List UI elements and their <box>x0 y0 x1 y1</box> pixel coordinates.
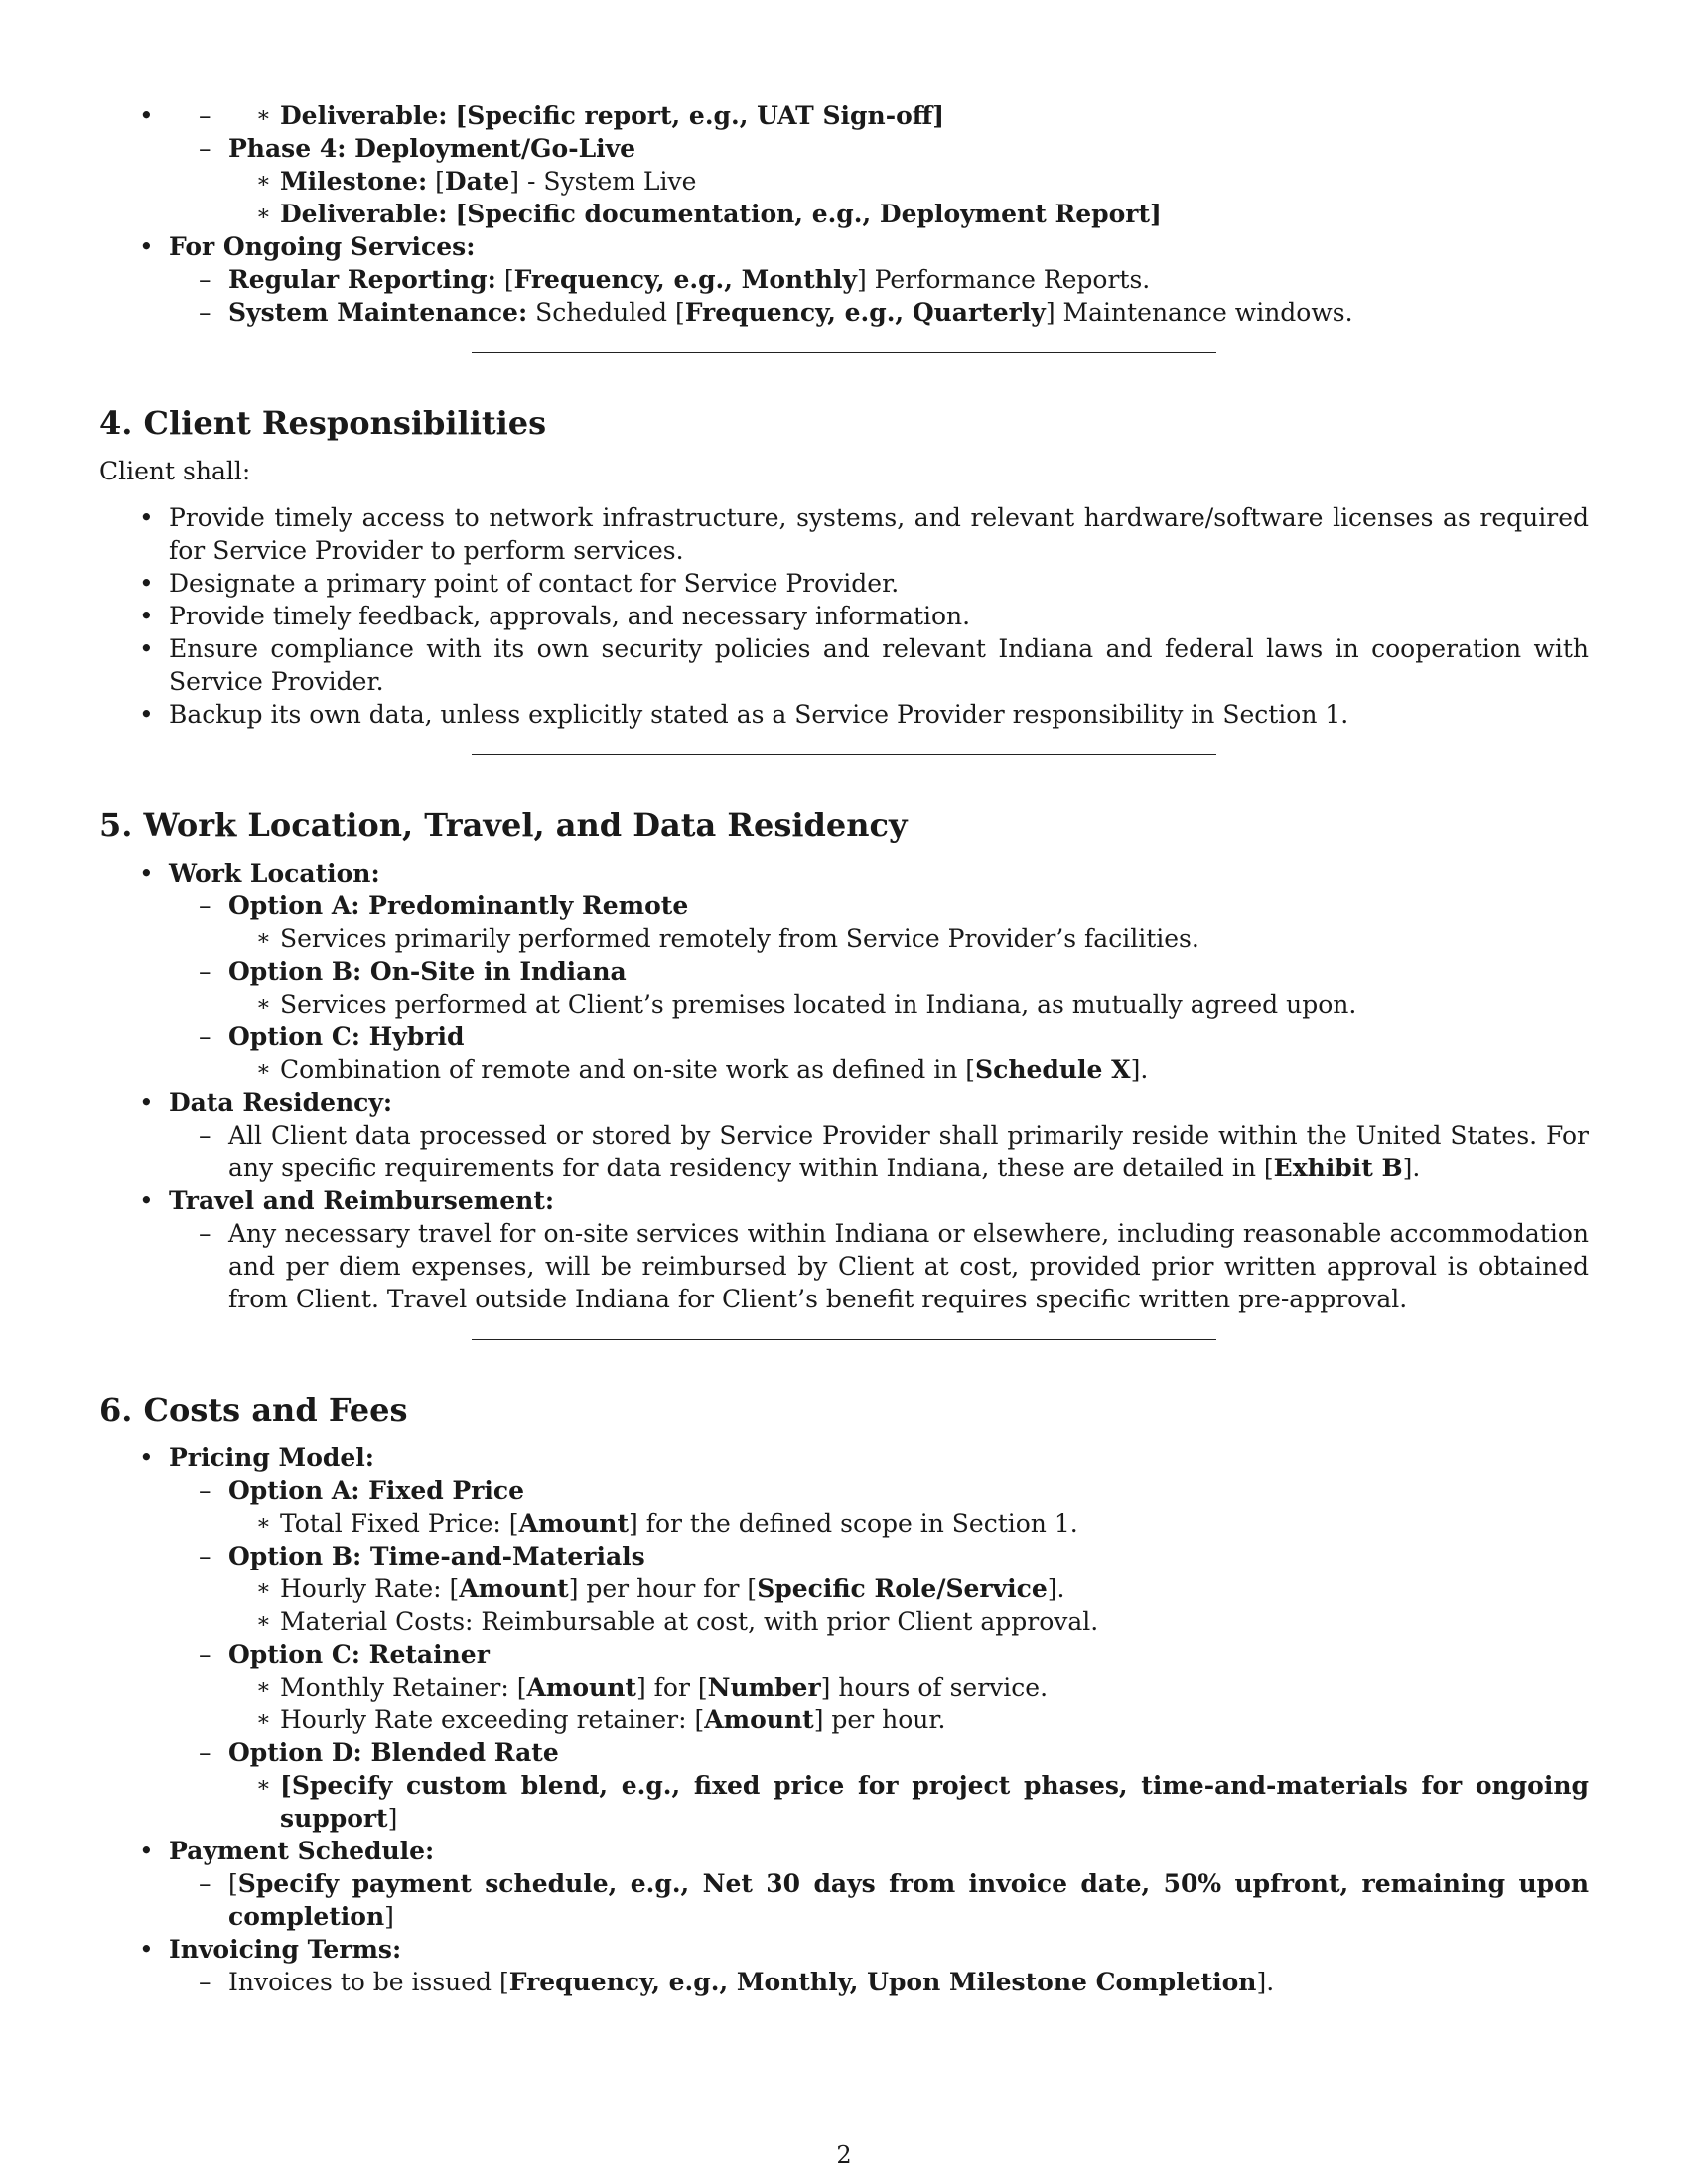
section-4-intro: Client shall: <box>99 457 251 485</box>
section-5-heading: 5. Work Location, Travel, and Data Residency <box>99 806 908 844</box>
list-item: • Provide timely feedback, approvals, and necessary information. <box>99 600 1589 632</box>
costs-list <box>99 1441 1589 1998</box>
phase4-item: – Phase 4: Deployment/Go-Live ∗ Milestone: [Date] - System Live ∗ Deliverable: [Specific documentation, e.g., Deployment Report] <box>169 132 1589 230</box>
option-d-blended: – Option D: Blended Rate ∗ [Specify custom blend, e.g., fixed price for project phases, time-and-materials for ongoing support] <box>169 1736 1589 1835</box>
list-item: ∗ Combination of remote and on-site work as defined in [Schedule X]. <box>228 1053 1589 1086</box>
list-item: ∗ Services primarily performed remotely from Service Provider’s facilities. <box>228 922 1589 955</box>
list-item: • Designate a primary point of contact for Service Provider. <box>99 567 1589 600</box>
list-item: • Ensure compliance with its own security policies and relevant Indiana and federal laws in cooperation with Service Provider. <box>99 632 1589 698</box>
list-item <box>169 99 1589 132</box>
option-a-fixed: – Option A: Fixed Price ∗ Total Fixed Price: [Amount] for the defined scope in Section 1. <box>169 1474 1589 1540</box>
list-item: ∗ Hourly Rate: [Amount] per hour for [Specific Role/Service]. <box>228 1572 1589 1605</box>
client-responsibilities-list <box>99 501 1589 731</box>
list-item: ∗ Services performed at Client’s premises located in Indiana, as mutually agreed upon. <box>228 988 1589 1021</box>
phase3-deliverable: ∗ – • Deliverable: [Specific report, e.g., UAT Sign-off] <box>228 99 1589 132</box>
list-item: ∗ Monthly Retainer: [Amount] for [Number] hours of service. <box>228 1671 1589 1704</box>
list-item: ∗ Material Costs: Reimbursable at cost, with prior Client approval. <box>228 1605 1589 1638</box>
list-item: ∗ [Specify custom blend, e.g., fixed price for project phases, time-and-materials for ongoing support] <box>228 1769 1589 1835</box>
milestones-list <box>99 99 1589 329</box>
travel-item: • Travel and Reimbursement: – Any necessary travel for on-site services within Indiana or elsewhere, including reasonable accommodation and per diem expenses, will be reimbursed by Client at cost, provided prior written approval is obtained from Client. Travel outside Indiana for Client’s benefit requires specific written pre-approval. <box>99 1184 1589 1315</box>
invoicing-terms-item: • Invoicing Terms: – Invoices to be issued [Frequency, e.g., Monthly, Upon Milestone Completion]. <box>99 1933 1589 1998</box>
option-a-remote: – Option A: Predominantly Remote ∗ Services primarily performed remotely from Service Provider’s facilities. <box>169 889 1589 955</box>
section-4-heading: 4. Client Responsibilities <box>99 404 547 442</box>
section-6-heading: 6. Costs and Fees <box>99 1391 408 1429</box>
data-residency-item: • Data Residency: – All Client data processed or stored by Service Provider shall primarily reside within the United States. For any specific requirements for data residency within Indiana, these are detailed in [Exhibit B]. <box>99 1086 1589 1184</box>
list-item: – Any necessary travel for on-site services within Indiana or elsewhere, including reasonable accommodation and per diem expenses, will be reimbursed by Client at cost, provided prior written approval is obtained from Client. Travel outside Indiana for Client’s benefit requires specific written pre-approval. <box>169 1217 1589 1315</box>
list-item: – All Client data processed or stored by Service Provider shall primarily reside within the United States. For any specific requirements for data residency within Indiana, these are detailed in [Exhibit B]. <box>169 1119 1589 1184</box>
list-item: • Backup its own data, unless explicitly stated as a Service Provider responsibility in Section 1. <box>99 698 1589 731</box>
option-b-onsite: – Option B: On-Site in Indiana ∗ Services performed at Client’s premises located in Indiana, as mutually agreed upon. <box>169 955 1589 1021</box>
list-item: • Provide timely access to network infrastructure, systems, and relevant hardware/software licenses as required for Service Provider to perform services. <box>99 501 1589 567</box>
list-item: ∗ Total Fixed Price: [Amount] for the defined scope in Section 1. <box>228 1507 1589 1540</box>
option-b-tm: – Option B: Time-and-Materials ∗ Hourly Rate: [Amount] per hour for [Specific Role/Service]. ∗ Material Costs: Reimbursable at cost, with prior Client approval. <box>169 1540 1589 1638</box>
option-c-hybrid: – Option C: Hybrid ∗ Combination of remote and on-site work as defined in [Schedule X]. <box>169 1021 1589 1086</box>
list-item: – Invoices to be issued [Frequency, e.g., Monthly, Upon Milestone Completion]. <box>169 1966 1589 1998</box>
ongoing-services-item: • For Ongoing Services: – Regular Reporting: [Frequency, e.g., Monthly] Performance Reports. – System Maintenance: Scheduled [Frequency, e.g., Quarterly] Maintenance windows. <box>99 230 1589 329</box>
regular-reporting: – Regular Reporting: [Frequency, e.g., Monthly] Performance Reports. <box>169 263 1589 296</box>
work-location-list <box>99 857 1589 1315</box>
document-page <box>99 99 1589 1998</box>
list-item <box>99 99 1589 230</box>
payment-schedule-item: • Payment Schedule: – [Specify payment schedule, e.g., Net 30 days from invoice date, 50% upfront, remaining upon completion] <box>99 1835 1589 1933</box>
system-maintenance: – System Maintenance: Scheduled [Frequency, e.g., Quarterly] Maintenance windows. <box>169 296 1589 329</box>
work-location-item: • Work Location: – Option A: Predominantly Remote ∗ Services primarily performed remotely from Service Provider’s facilities. – Option B: On-Site in Indiana ∗ Services performed at Client’s premises located in Indiana, as mutually agreed upon. – Option C: Hybrid ∗ Combination of remote and on-site work as defined in [Schedule X]. <box>99 857 1589 1086</box>
phase4-milestone: ∗ Milestone: [Date] - System Live <box>228 165 1589 198</box>
list-item: ∗ Hourly Rate exceeding retainer: [Amount] per hour. <box>228 1704 1589 1736</box>
page-number: 2 <box>836 2141 852 2169</box>
phase4-deliverable: ∗ Deliverable: [Specific documentation, e.g., Deployment Report] <box>228 198 1589 230</box>
pricing-model-item: • Pricing Model: – Option A: Fixed Price ∗ Total Fixed Price: [Amount] for the defined scope in Section 1. – Option B: Time-and-Materials ∗ Hourly Rate: [Amount] per hour for [Specific Role/Service]. ∗ Material Costs: Reimbursable at cost, with prior Client approval. – Option C: Retainer ∗ Monthly Retainer: [Amount] for [Number] hours of service. ∗ Hourly Rate exceeding retainer: [Amount] per hour. – Option D: Blended Rate ∗ [Specify custom blend, e.g., fixed price for project phases, time-and-materials for ongoing support] <box>99 1441 1589 1835</box>
list-item: – [Specify payment schedule, e.g., Net 30 days from invoice date, 50% upfront, remaining upon completion] <box>169 1867 1589 1933</box>
option-c-retainer: – Option C: Retainer ∗ Monthly Retainer: [Amount] for [Number] hours of service. ∗ Hourly Rate exceeding retainer: [Amount] per hour. <box>169 1638 1589 1736</box>
